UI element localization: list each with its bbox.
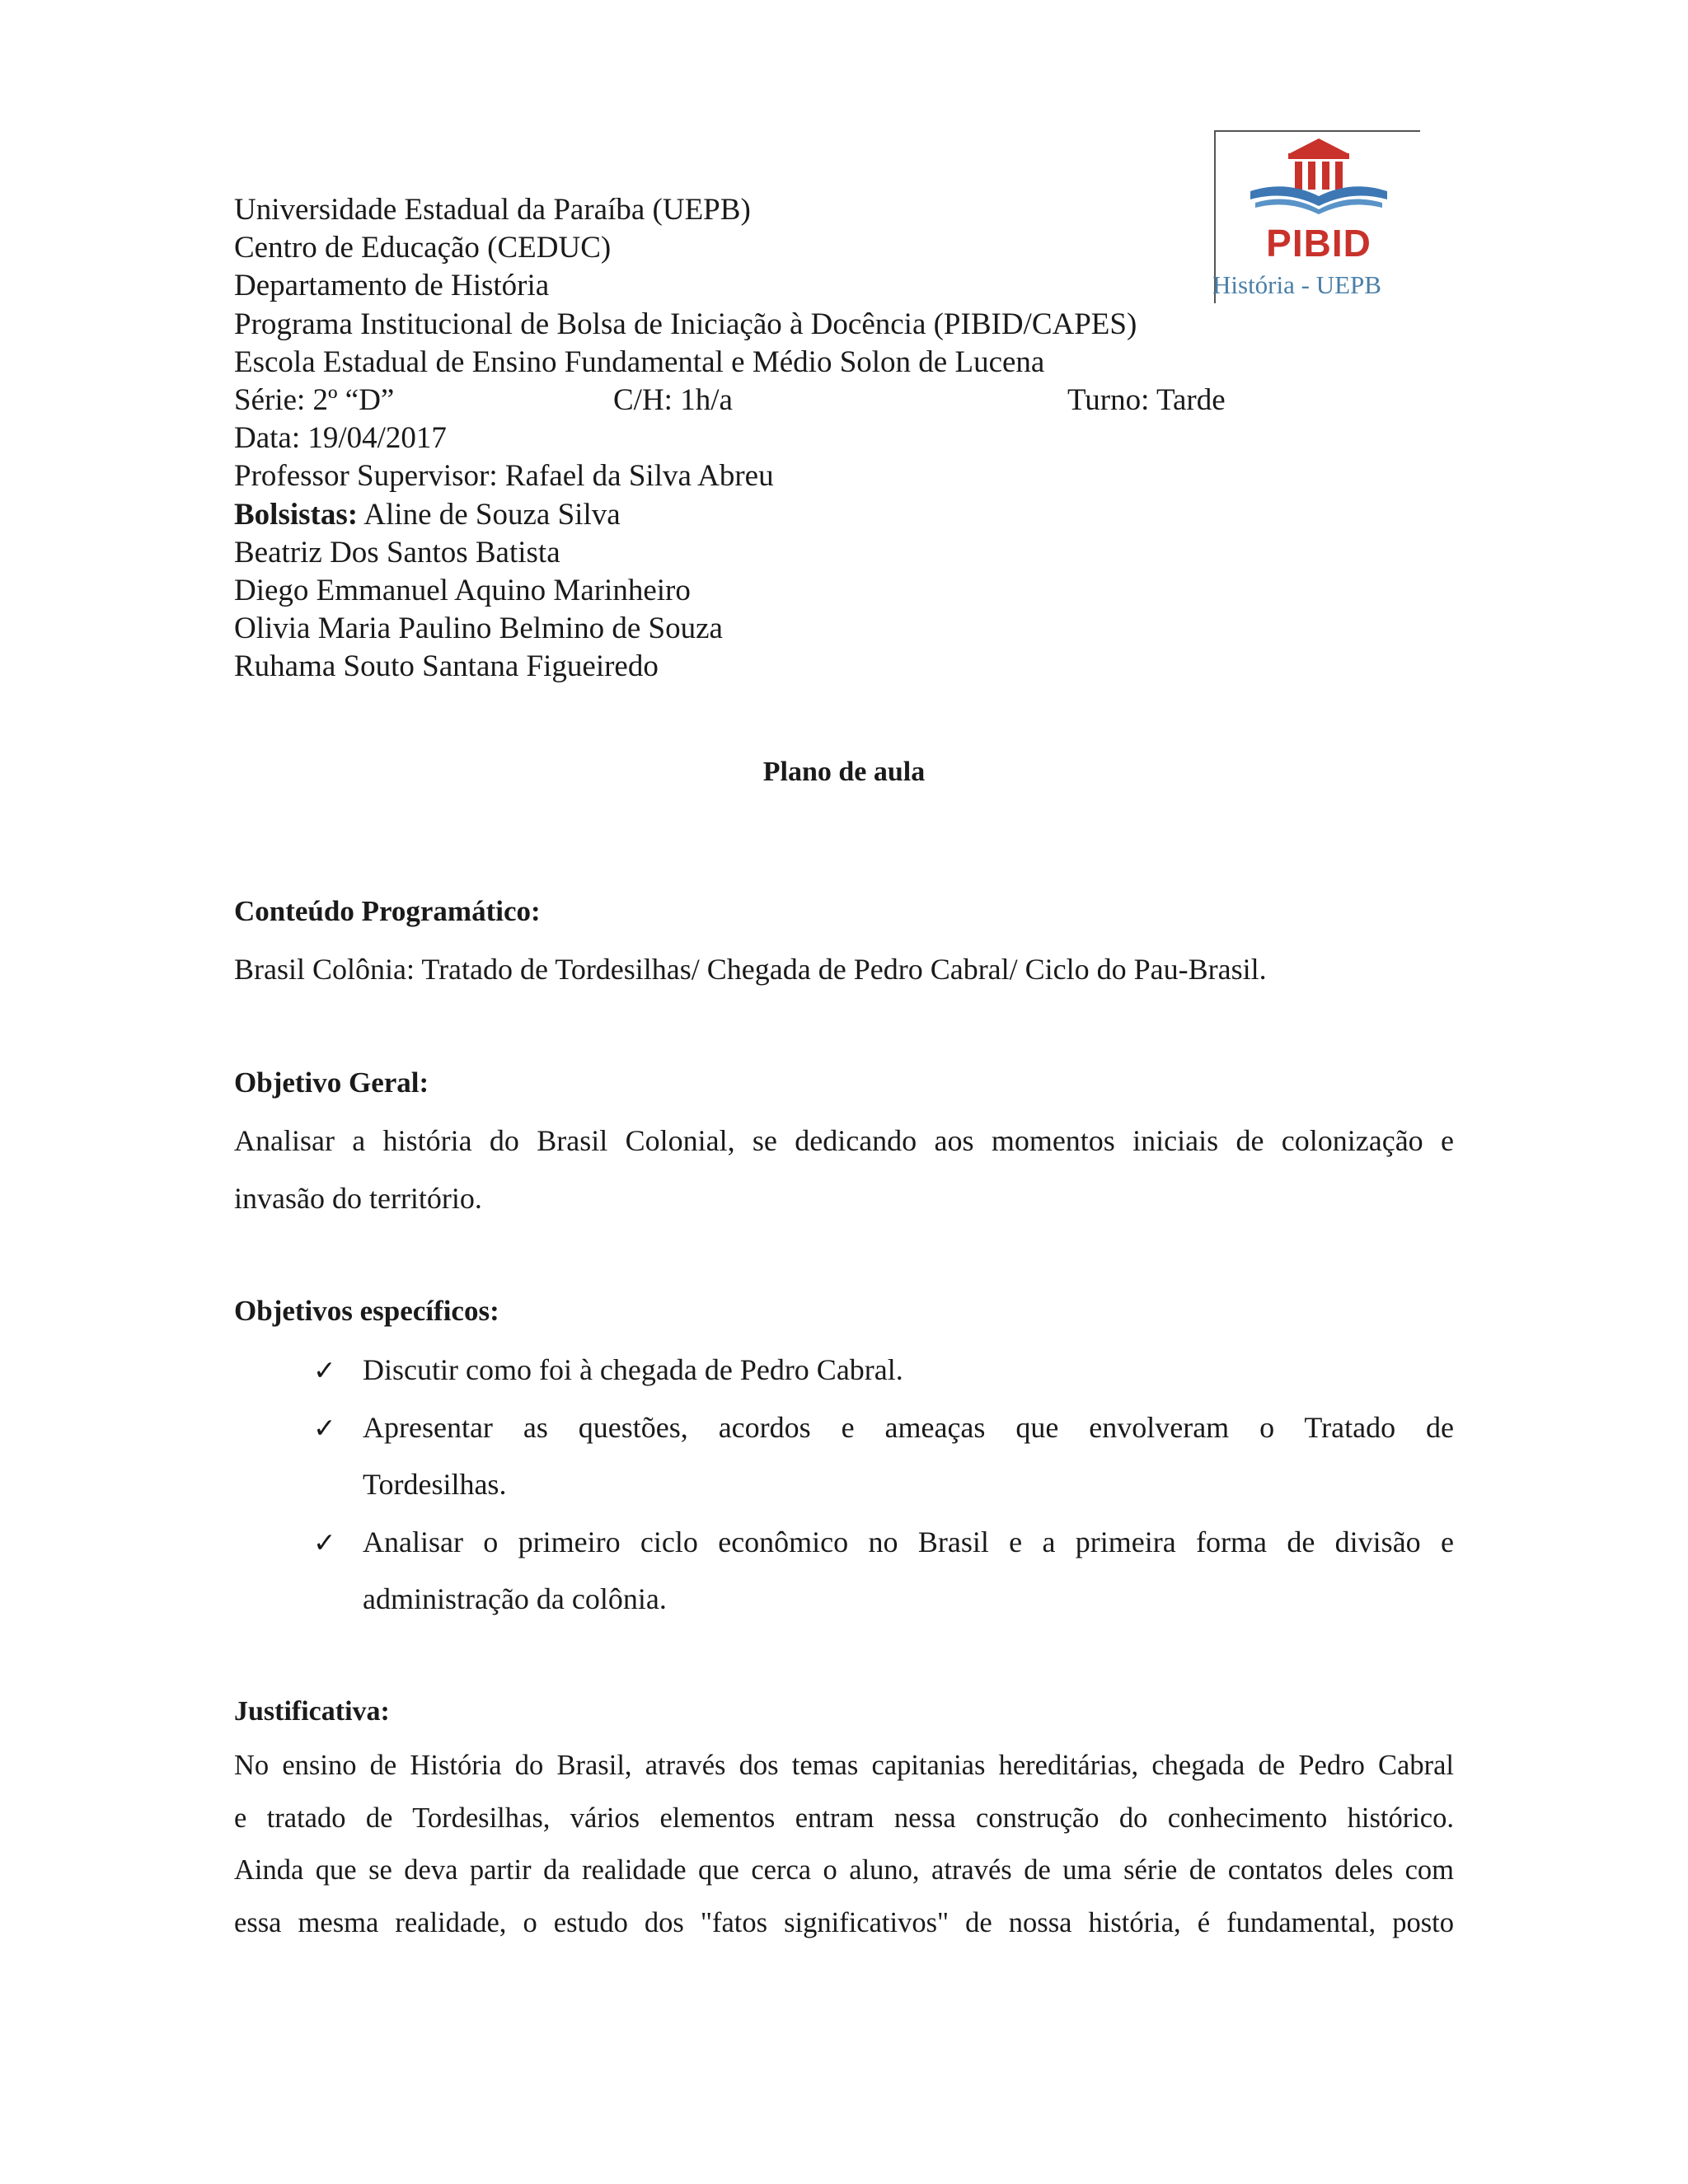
- content-heading: Conteúdo Programático:: [234, 895, 541, 927]
- workload-text: C/H: 1h/a: [613, 382, 733, 417]
- justification-text: [234, 1740, 1454, 1950]
- general-objective-heading: Objetivo Geral:: [234, 1066, 429, 1099]
- item-line: Apresentar as questões, acordos e ameaças que envolveram o Tratado de: [363, 1410, 1454, 1444]
- item-line: Analisar o primeiro ciclo econômico no Brasil e a primeira forma de divisão e: [363, 1525, 1454, 1558]
- program-line: Programa Institucional de Bolsa de Iniciação à Docência (PIBID/CAPES): [234, 307, 1137, 341]
- class-info-row: [234, 382, 1256, 419]
- scholars-line: [234, 496, 1256, 534]
- checkmark-icon: ✓: [313, 1354, 336, 1386]
- justification-line: Ainda que se deva partir da realidade que cerca o aluno, através de uma série de contatos deles com: [234, 1854, 1454, 1886]
- item-line: Tordesilhas.: [363, 1468, 507, 1501]
- checkmark-icon: ✓: [313, 1526, 336, 1558]
- date-line: Data: 19/04/2017: [234, 421, 447, 456]
- scholars-label: Bolsistas:: [234, 497, 359, 532]
- justification-line: e tratado de Tordesilhas, vários elementos entram nessa construção do conhecimento histórico.: [234, 1802, 1454, 1834]
- list-item: [234, 1399, 1454, 1514]
- header-block: [234, 191, 1256, 686]
- checkmark-icon: ✓: [313, 1411, 336, 1444]
- objective-line: Analisar a história do Brasil Colonial, se dedicando aos momentos iniciais de colonização e: [234, 1124, 1454, 1157]
- center-line: Centro de Educação (CEDUC): [234, 231, 612, 265]
- school-line: Escola Estadual de Ensino Fundamental e Médio Solon de Lucena: [234, 344, 1045, 379]
- scholar-name: Aline de Souza Silva: [363, 497, 621, 532]
- justification-heading: Justificativa:: [234, 1696, 390, 1727]
- shift-text: Turno: Tarde: [1067, 382, 1226, 417]
- scholar-name: Diego Emmanuel Aquino Marinheiro: [234, 573, 691, 607]
- supervisor-line: Professor Supervisor: Rafael da Silva Abreu: [234, 459, 774, 494]
- scholar-name: Olivia Maria Paulino Belmino de Souza: [234, 612, 723, 646]
- scholar-name: Beatriz Dos Santos Batista: [234, 535, 560, 569]
- serie-text: Série: 2º “D”: [234, 382, 395, 417]
- general-objective-text: [234, 1112, 1454, 1227]
- logo-subtitle: História - UEPB: [1212, 270, 1381, 299]
- page-title: Plano de aula: [762, 757, 926, 787]
- objective-line: invasão do território.: [234, 1182, 482, 1215]
- department-line: Departamento de História: [234, 269, 550, 303]
- list-item: [234, 1514, 1454, 1629]
- content-text: [234, 940, 1454, 998]
- scholar-name: Ruhama Souto Santana Figueiredo: [234, 649, 659, 684]
- logo-title: PIBID: [1266, 222, 1372, 265]
- content-line: Brasil Colônia: Tratado de Tordesilhas/ Chegada de Pedro Cabral/ Ciclo do Pau-Brasil.: [234, 953, 1267, 986]
- justification-line: No ensino de História do Brasil, através dos temas capitanias hereditárias, chegada de Pedro Cabral: [234, 1750, 1454, 1781]
- justification-line: essa mesma realidade, o estudo dos "fatos significativos" de nossa história, é fundamental, posto: [234, 1907, 1454, 1939]
- specific-objectives-list: [234, 1342, 1454, 1629]
- item-line: administração da colônia.: [363, 1582, 667, 1615]
- item-line: Discutir como foi à chegada de Pedro Cabral.: [363, 1353, 903, 1386]
- university-line: Universidade Estadual da Paraíba (UEPB): [234, 193, 751, 227]
- specific-objectives-heading: Objetivos específicos:: [234, 1295, 499, 1327]
- list-item: [234, 1342, 1454, 1399]
